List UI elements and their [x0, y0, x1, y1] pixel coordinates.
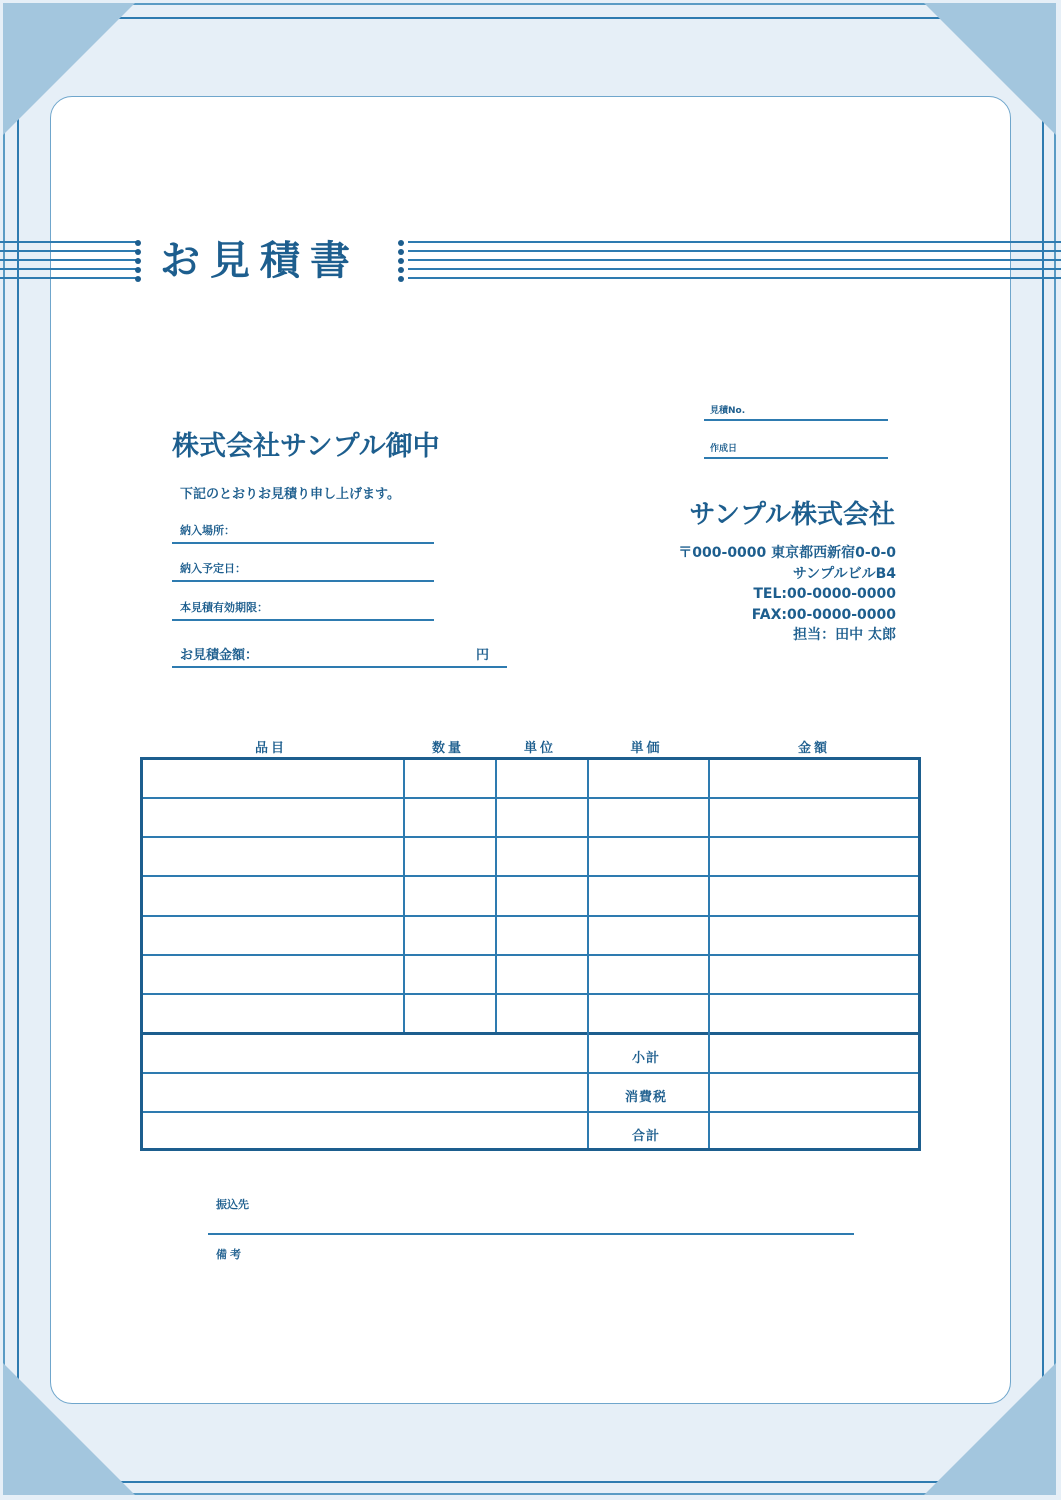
delivery-date-label: 納入予定日：: [180, 562, 246, 575]
estimate-amount-label: お見積金額：: [180, 648, 259, 663]
table-row-line: [143, 954, 918, 956]
issuer-contact: 担当：田中 太郎: [793, 627, 896, 643]
header-unit: 単位: [523, 741, 556, 756]
table-row-line: [143, 875, 918, 877]
table-row-line: [143, 915, 918, 917]
estimate-no-field[interactable]: [704, 401, 888, 421]
recipient-name: 株式会社サンプル御中: [172, 431, 440, 462]
title-dots-right: [398, 240, 404, 282]
issuer-address-block: [678, 543, 896, 646]
header-item: 品目: [254, 741, 287, 756]
header-amount: 金額: [797, 741, 830, 756]
estimate-no-label: 見積No.: [710, 406, 746, 416]
table-col-line: [495, 760, 497, 1032]
table-col-line: [403, 760, 405, 1032]
delivery-place-field[interactable]: [172, 518, 434, 544]
estimate-amount-unit: 円: [476, 648, 490, 663]
bank-field[interactable]: [208, 1193, 854, 1235]
issuer-company: サンプル株式会社: [689, 500, 895, 530]
table-row-line: [143, 1111, 918, 1113]
header-quantity: 数量: [431, 741, 464, 756]
issuer-address-1: 〒000-0000 東京都西新宿0-0-0: [678, 545, 896, 561]
table-row-line: [143, 836, 918, 838]
delivery-place-label: 納入場所：: [180, 524, 235, 537]
header-unit-price: 単価: [630, 741, 663, 756]
table-col-line: [708, 760, 710, 1148]
delivery-date-field[interactable]: [172, 556, 434, 582]
valid-until-label: 本見積有効期限：: [180, 601, 268, 614]
valid-until-field[interactable]: [172, 595, 434, 621]
table-row-line: [143, 1072, 918, 1074]
subtotal-label: 小計: [631, 1051, 660, 1066]
summary-divider: [143, 1032, 918, 1035]
issuer-tel: TEL:00-0000-0000: [753, 586, 896, 602]
total-label: 合計: [631, 1129, 660, 1144]
remarks-label: 備考: [216, 1248, 244, 1261]
created-date-label: 作成日: [710, 444, 738, 454]
intro-text: 下記のとおりお見積り申し上げます。: [180, 487, 400, 502]
estimate-table: [140, 757, 921, 1151]
tax-label: 消費税: [624, 1090, 667, 1105]
estimate-amount-field[interactable]: [172, 642, 507, 668]
title-dots-left: [135, 240, 141, 282]
document-title: お見積書: [160, 238, 360, 284]
bank-label: 振込先: [216, 1198, 249, 1211]
table-row-line: [143, 993, 918, 995]
table-row-line: [143, 797, 918, 799]
issuer-address-2: サンプルビルB4: [792, 565, 896, 582]
created-date-field[interactable]: [704, 439, 888, 459]
issuer-fax: FAX:00-0000-0000: [751, 606, 896, 623]
